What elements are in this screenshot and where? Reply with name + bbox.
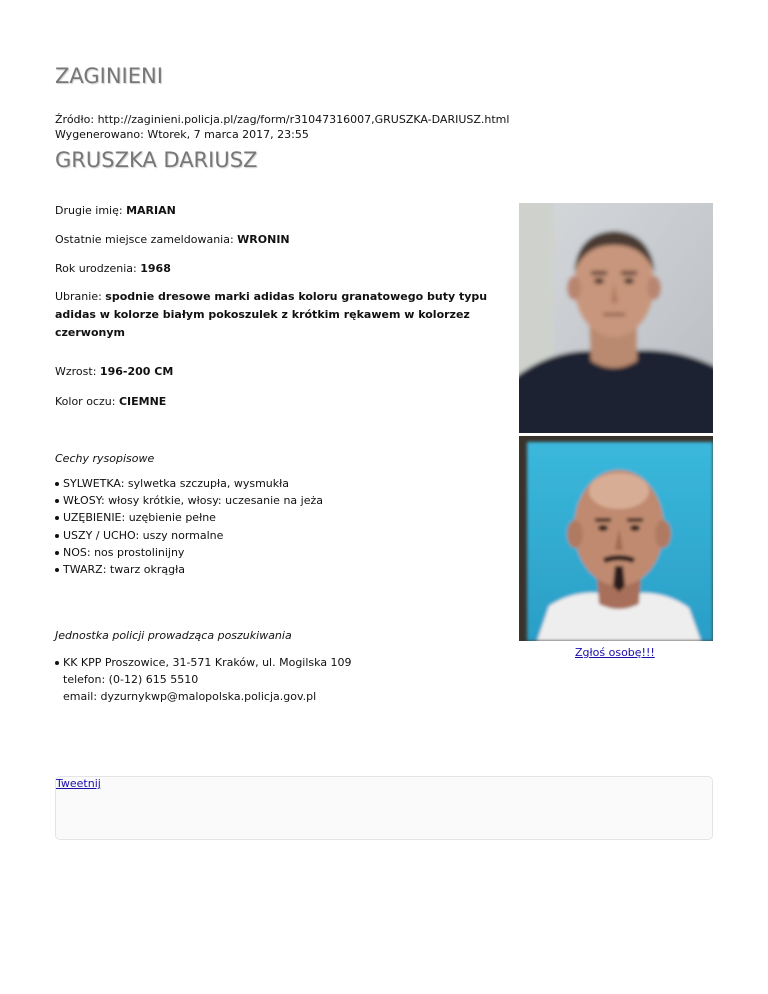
field-value: 1968	[140, 262, 171, 275]
person-name: GRUSZKA DARIUSZ	[55, 148, 258, 172]
list-item: SYLWETKA: sylwetka szczupła, wysmukła	[55, 475, 323, 492]
field-value: 196-200 CM	[99, 365, 174, 378]
site-title: ZAGINIENI	[55, 64, 163, 88]
person-photo-2	[519, 436, 713, 641]
field-label: Kolor oczu:	[55, 395, 119, 408]
police-unit-list	[55, 654, 352, 706]
field-label: Ostatnie miejsce zameldowania:	[55, 233, 238, 246]
report-person-link[interactable]: Zgłoś osobę!!!	[575, 646, 655, 659]
tweet-box	[55, 776, 713, 840]
field-last-residence	[55, 231, 290, 249]
features-title: Cechy rysopisowe	[55, 452, 155, 465]
source-url: Źródło: http://zaginieni.policja.pl/zag/form/r31047316007,GRUSZKA-DARIUSZ.html	[55, 113, 510, 126]
field-middle-name	[55, 202, 176, 220]
field-value: CIEMNE	[118, 395, 167, 408]
police-unit-title: Jednostka policji prowadząca poszukiwania	[55, 629, 292, 642]
field-value: spodnie dresowe marki adidas koloru granatowego buty typu adidas w kolorze białym pokoszulek z krótkim rękawem w kolorzez czerwonym	[55, 290, 488, 339]
generated-date: Wygenerowano: Wtorek, 7 marca 2017, 23:55	[55, 128, 309, 141]
police-unit-email: email: dyzurnykwp@malopolska.policja.gov.pl	[63, 690, 317, 704]
list-item: TWARZ: twarz okrągła	[55, 561, 323, 578]
field-label: Ubranie:	[55, 290, 106, 303]
person-photo-2-image	[519, 436, 713, 641]
list-item: USZY / UCHO: uszy normalne	[55, 527, 323, 544]
field-value: MARIAN	[126, 204, 176, 217]
features-list	[55, 475, 323, 578]
list-item: NOS: nos prostolinijny	[55, 544, 323, 561]
field-value: WRONIN	[237, 233, 290, 246]
list-item: UZĘBIENIE: uzębienie pełne	[55, 509, 323, 526]
police-unit-phone: telefon: (0-12) 615 5510	[63, 673, 199, 687]
person-photo-1-image	[519, 203, 713, 433]
field-height	[55, 363, 173, 381]
field-label: Rok urodzenia:	[55, 262, 141, 275]
field-birth-year	[55, 260, 171, 278]
tweet-link[interactable]: Tweetnij	[56, 777, 101, 790]
list-item: WŁOSY: włosy krótkie, włosy: uczesanie na jeża	[55, 492, 323, 509]
field-label: Drugie imię:	[55, 204, 127, 217]
source-info	[55, 112, 509, 142]
police-unit-name: KK KPP Proszowice, 31-571 Kraków, ul. Mogilska 109	[63, 656, 352, 669]
field-label: Wzrost:	[55, 365, 100, 378]
field-eye-color	[55, 393, 166, 411]
police-unit-item	[55, 654, 352, 706]
field-clothing	[55, 288, 517, 342]
person-photo-1	[519, 203, 713, 433]
